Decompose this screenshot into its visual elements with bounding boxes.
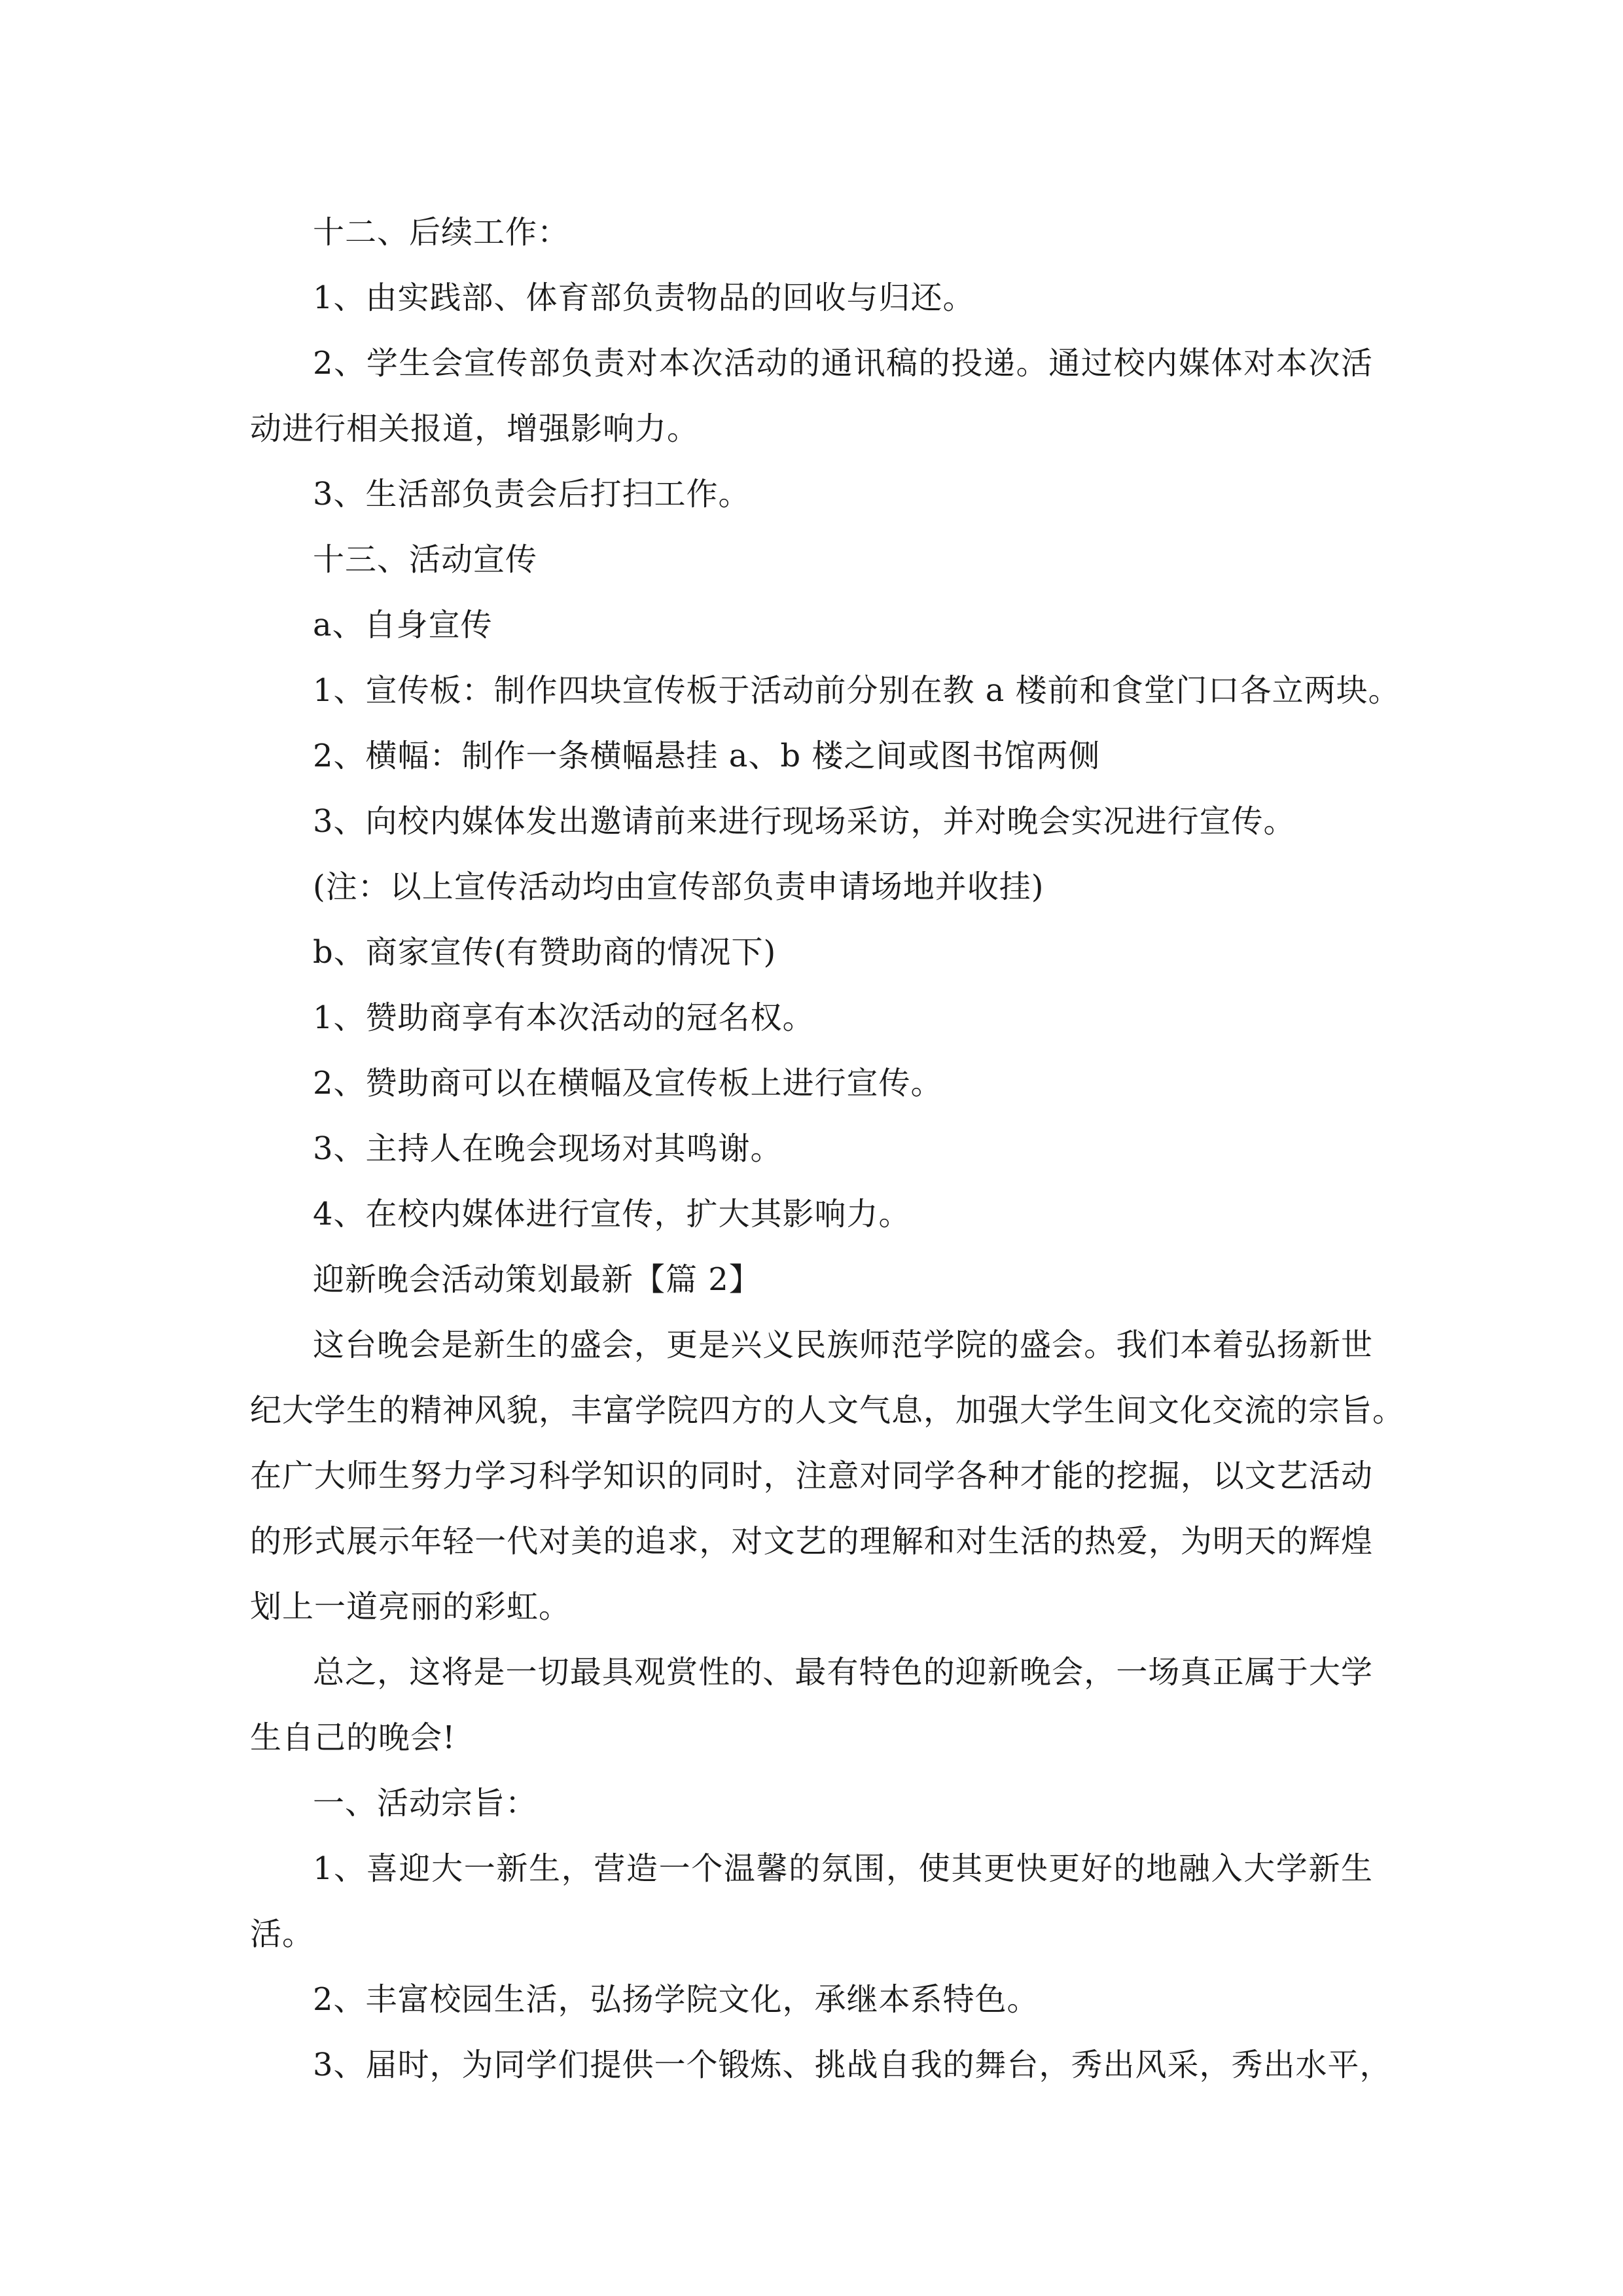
paragraph-continuation: 活。 bbox=[250, 1916, 315, 1952]
paragraph-continuation: 动进行相关报道，增强影响力。 bbox=[250, 410, 700, 447]
paragraph-continuation: 的形式展示年轻一代对美的追求，对文艺的理解和对生活的热爱，为明天的辉煌 bbox=[250, 1523, 1373, 1560]
paragraph: 3、届时，为同学们提供一个锻炼、挑战自我的舞台，秀出风采，秀出水平， bbox=[313, 2047, 1392, 2083]
paragraph: 1、由实践部、体育部负责物品的回收与归还。 bbox=[313, 279, 975, 316]
paragraph: 3、向校内媒体发出邀请前来进行现场采访，并对晚会实况进行宣传。 bbox=[313, 803, 1296, 840]
section-heading-13: 十三、活动宣传 bbox=[313, 541, 538, 578]
section-heading-12: 十二、后续工作： bbox=[313, 214, 570, 251]
paragraph-continuation: 划上一道亮丽的彩虹。 bbox=[250, 1588, 571, 1625]
paragraph-continuation: 纪大学生的精神风貌，丰富学院四方的人文气息，加强大学生间文化交流的宗旨。 bbox=[250, 1392, 1405, 1429]
paragraph: 3、生活部负责会后打扫工作。 bbox=[313, 476, 751, 512]
paragraph: 2、横幅：制作一条横幅悬挂 a、b 楼之间或图书馆两侧 bbox=[313, 738, 1101, 774]
paragraph: 2、丰富校园生活，弘扬学院文化，承继本系特色。 bbox=[313, 1981, 1039, 2018]
paragraph: 2、赞助商可以在横幅及宣传板上进行宣传。 bbox=[313, 1065, 943, 1102]
paragraph: 1、喜迎大一新生，营造一个温馨的氛围，使其更快更好的地融入大学新生 bbox=[313, 1850, 1373, 1887]
paragraph-continuation: 生自己的晚会! bbox=[250, 1719, 456, 1756]
paragraph: 4、在校内媒体进行宣传，扩大其影响力。 bbox=[313, 1196, 911, 1232]
subheading: a、自身宣传 bbox=[313, 607, 493, 643]
paragraph-continuation: 在广大师生努力学习科学知识的同时，注意对同学各种才能的挖掘，以文艺活动 bbox=[250, 1458, 1373, 1494]
paragraph: 3、主持人在晚会现场对其鸣谢。 bbox=[313, 1130, 783, 1167]
paragraph: 1、赞助商享有本次活动的冠名权。 bbox=[313, 999, 815, 1036]
article-title: 迎新晚会活动策划最新【篇 2】 bbox=[313, 1261, 761, 1298]
section-heading-1: 一、活动宗旨： bbox=[313, 1785, 538, 1821]
paragraph: 总之，这将是一切最具观赏性的、最有特色的迎新晚会，一场真正属于大学 bbox=[313, 1654, 1373, 1691]
subheading: b、商家宣传(有赞助商的情况下) bbox=[313, 934, 777, 971]
paragraph: 2、学生会宣传部负责对本次活动的通讯稿的投递。通过校内媒体对本次活 bbox=[313, 345, 1373, 382]
paragraph: 1、宣传板：制作四块宣传板于活动前分别在教 a 楼前和食堂门口各立两块。 bbox=[313, 672, 1400, 709]
note: (注：以上宣传活动均由宣传部负责申请场地并收挂) bbox=[313, 869, 1044, 905]
document-body bbox=[250, 200, 1405, 2098]
paragraph: 这台晚会是新生的盛会，更是兴义民族师范学院的盛会。我们本着弘扬新世 bbox=[313, 1327, 1373, 1363]
